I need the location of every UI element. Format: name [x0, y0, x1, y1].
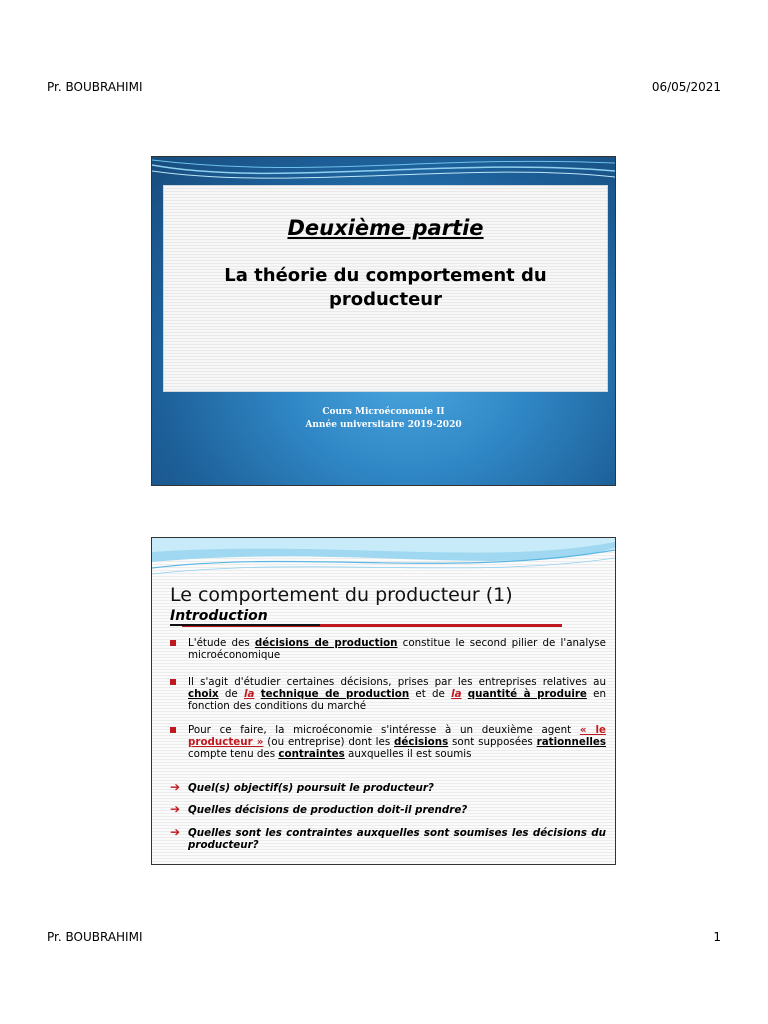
- red-arrow-icon: ➔: [170, 802, 181, 816]
- subtitle-underline: [170, 624, 320, 626]
- question-text: Quelles sont les contraintes auxquelles sont soumises les décisions du producteur?: [188, 827, 606, 851]
- header-author: Pr. BOUBRAHIMI: [47, 80, 143, 94]
- part-heading: Deuxième partie: [287, 216, 484, 240]
- question-item: [170, 827, 606, 851]
- question-text: Quel(s) objectif(s) poursuit le producteur?: [188, 782, 434, 794]
- bullet-text: L'étude des décisions de production constitue le second pilier de l'analyse microéconomique: [188, 637, 607, 661]
- slide-2-subtitle: Introduction: [170, 608, 268, 624]
- bullet-item: [170, 637, 606, 661]
- slide-2: [151, 537, 616, 865]
- bullet-text: Pour ce faire, la microéconomie s'intéresse à un deuxième agent « le producteur » (ou entreprise) dont les décisions sont supposées rationnelles compte tenu des contraintes auxquelles il est soumis: [188, 724, 607, 760]
- bullet-text: Il s'agit d'étudier certaines décisions, prises par les entreprises relatives au choix de la technique de production et de la quantité à produire en fonction des conditions du marché: [188, 676, 606, 712]
- course-name: Cours Microéconomie II: [322, 407, 445, 417]
- red-square-bullet-icon: [170, 727, 176, 733]
- slide-1-title: La théorie du comportement du producteur: [224, 265, 547, 310]
- page-number: 1: [713, 930, 721, 944]
- red-square-bullet-icon: [170, 679, 176, 685]
- bullet-item: [170, 724, 606, 760]
- bullet-item: [170, 676, 606, 712]
- slide-1: [151, 156, 616, 486]
- red-square-bullet-icon: [170, 640, 176, 646]
- red-arrow-icon: ➔: [170, 825, 181, 839]
- wave-decoration: [152, 538, 615, 580]
- question-text: Quelles décisions de production doit-il prendre?: [188, 804, 468, 816]
- red-arrow-icon: ➔: [170, 780, 181, 794]
- footer-author: Pr. BOUBRAHIMI: [47, 930, 143, 944]
- header-date: 06/05/2021: [651, 80, 721, 94]
- academic-year: Année universitaire 2019-2020: [305, 420, 462, 430]
- question-item: [170, 804, 606, 816]
- question-item: [170, 782, 606, 794]
- slide-2-title: Le comportement du producteur (1): [170, 584, 513, 606]
- title-panel: [163, 185, 608, 392]
